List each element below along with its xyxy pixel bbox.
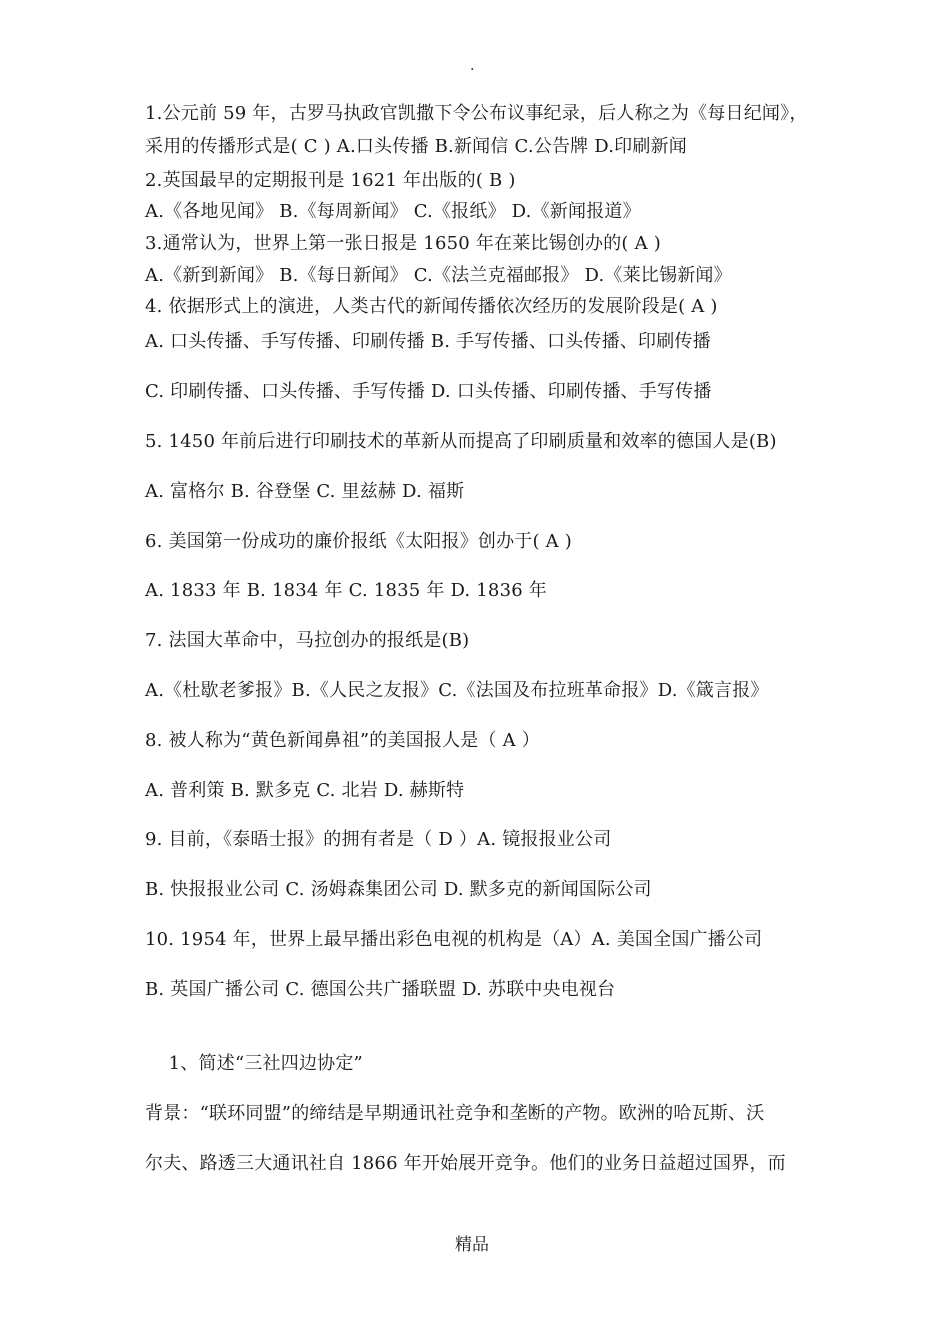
text-line-q1a: 1.公元前 59 年，古罗马执政官凯撒下令公布议事纪录，后人称之为《每日纪闻》， <box>145 103 808 124</box>
text-line-q10: 10. 1954 年，世界上最早播出彩色电视的机构是（A）A. 美国全国广播公司 <box>145 929 763 950</box>
footer-label: 精品 <box>455 1235 489 1255</box>
text-line-q6: 6. 美国第一份成功的廉价报纸《太阳报》创办于( A ) <box>145 531 572 552</box>
text-line-q6-options: A. 1833 年 B. 1834 年 C. 1835 年 D. 1836 年 <box>145 580 548 601</box>
paragraph-line-2: 尔夫、路透三大通讯社自 1866 年开始展开竞争。他们的业务日益超过国界，而 <box>145 1153 786 1174</box>
text-line-q10-options: B. 英国广播公司 C. 德国公共广播联盟 D. 苏联中央电视台 <box>145 979 616 1000</box>
text-line-q2: 2.英国最早的定期报刊是 1621 年出版的( B ) <box>145 170 516 191</box>
paragraph-line-1: 背景：“联环同盟”的缔结是早期通讯社竞争和垄断的产物。欧洲的哈瓦斯、沃 <box>145 1103 765 1124</box>
text-line-q8-options: A. 普利策 B. 默多克 C. 北岩 D. 赫斯特 <box>145 780 465 801</box>
text-line-q4-options-cd: C. 印刷传播、口头传播、手写传播 D. 口头传播、印刷传播、手写传播 <box>145 381 712 402</box>
text-line-q5-options: A. 富格尔 B. 谷登堡 C. 里兹赫 D. 福斯 <box>145 481 465 502</box>
text-line-q8: 8. 被人称为“黄色新闻鼻祖”的美国报人是（ A ） <box>145 730 540 751</box>
section-heading: 1、简述“三社四边协定” <box>145 1053 363 1074</box>
text-line-q1b: 采用的传播形式是( C ) A.口头传播 B.新闻信 C.公告牌 D.印刷新闻 <box>145 136 687 157</box>
text-line-q3: 3.通常认为，世界上第一张日报是 1650 年在莱比锡创办的( A ) <box>145 233 661 254</box>
text-line-q4-options-ab: A. 口头传播、手写传播、印刷传播 B. 手写传播、口头传播、印刷传播 <box>145 331 711 352</box>
text-line-q9: 9. 目前，《泰晤士报》的拥有者是（ D ）A. 镜报报业公司 <box>145 829 612 850</box>
text-line-q4: 4. 依据形式上的演进，人类古代的新闻传播依次经历的发展阶段是( A ) <box>145 296 718 317</box>
text-line-q7-options: A.《杜歇老爹报》B.《人民之友报》C.《法国及布拉班革命报》D.《箴言报》 <box>145 680 769 701</box>
text-line-q3-options: A.《新到新闻》 B.《每日新闻》 C.《法兰克福邮报》 D.《莱比锡新闻》 <box>145 265 732 286</box>
text-line-q7: 7. 法国大革命中，马拉创办的报纸是(B) <box>145 630 470 651</box>
text-line-q9-options: B. 快报报业公司 C. 汤姆森集团公司 D. 默多克的新闻国际公司 <box>145 879 652 900</box>
header-mark: . <box>470 58 475 74</box>
text-line-q5: 5. 1450 年前后进行印刷技术的革新从而提高了印刷质量和效率的德国人是(B) <box>145 431 777 452</box>
text-line-q2-options: A.《各地见闻》 B.《每周新闻》 C.《报纸》 D.《新闻报道》 <box>145 201 641 222</box>
